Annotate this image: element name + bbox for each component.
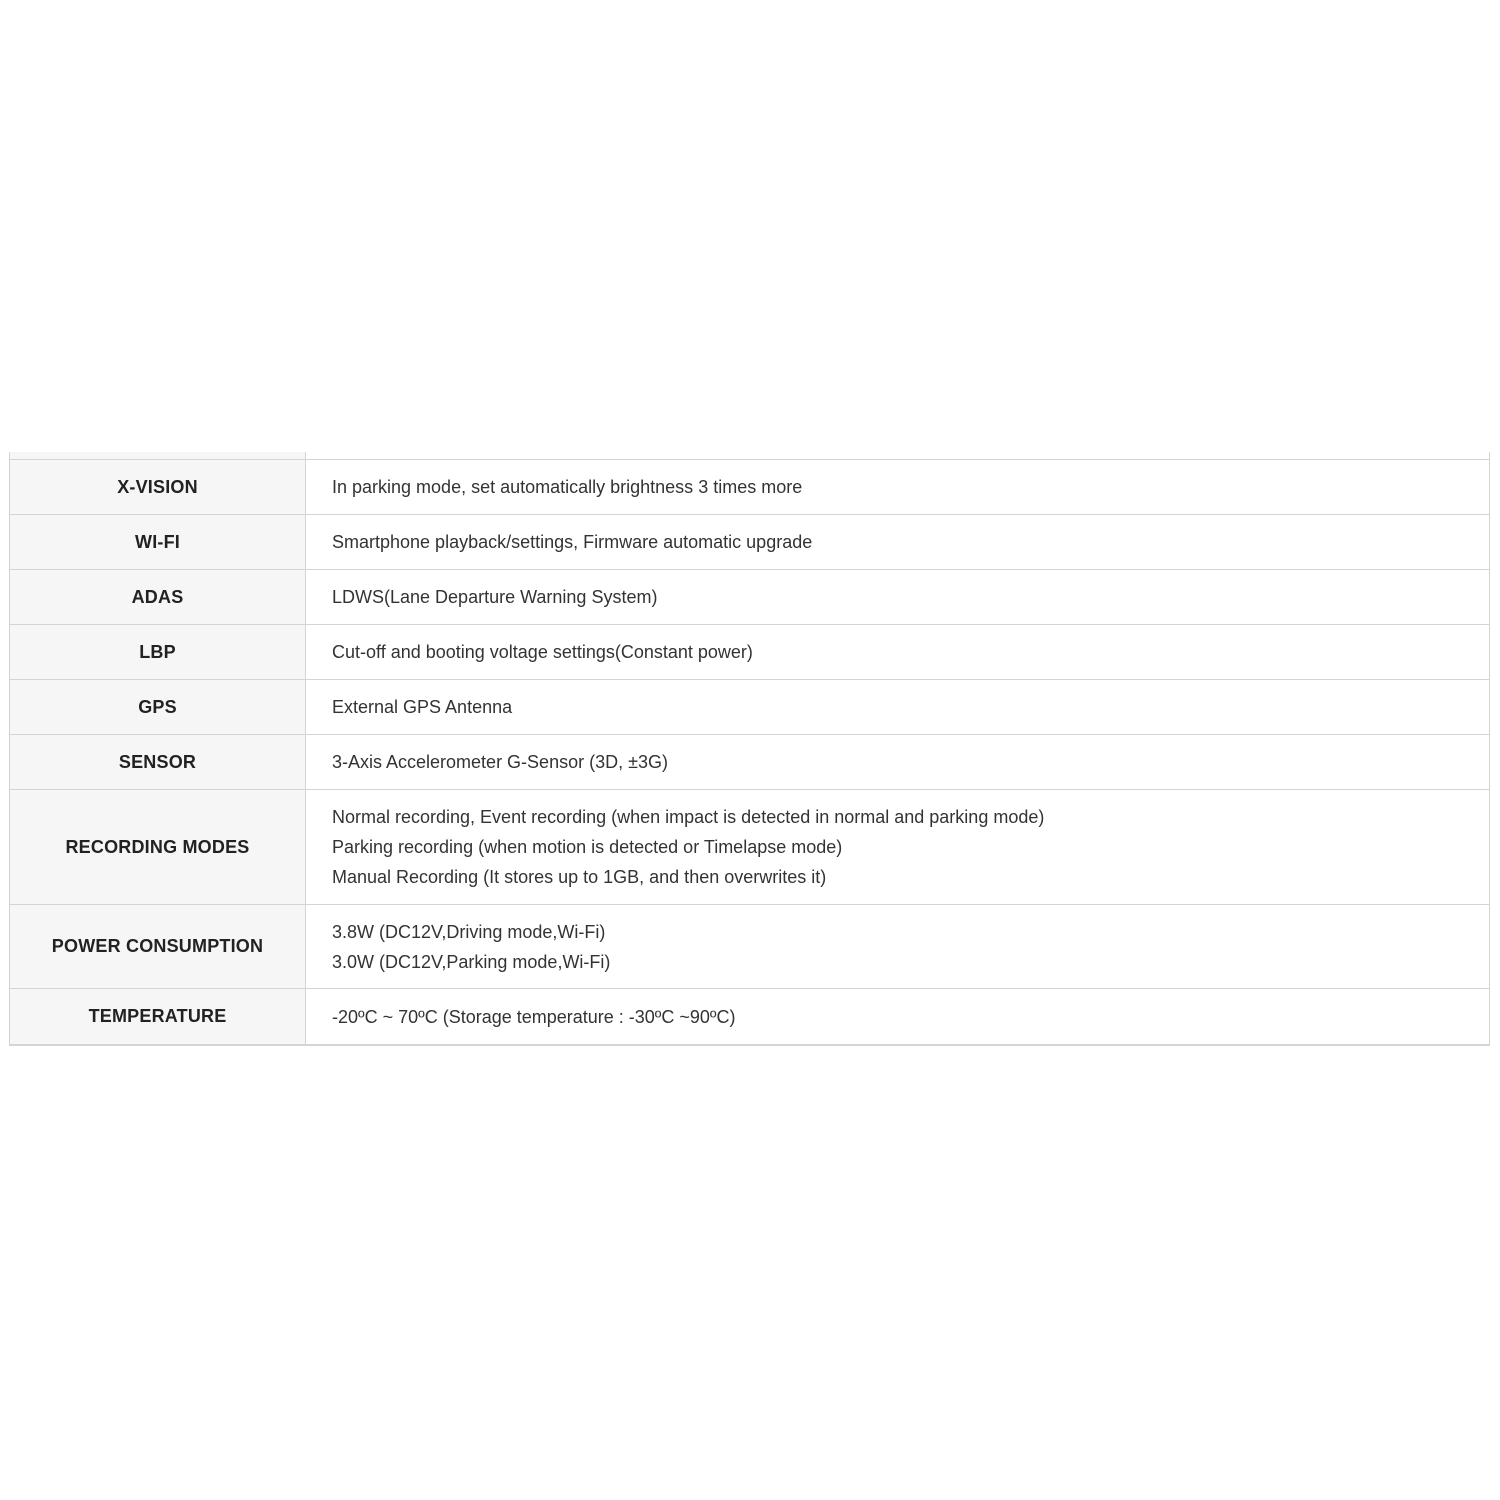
spec-row-x-vision [10,460,1489,515]
spec-value-line: Parking recording (when motion is detected or Timelapse mode) [332,837,843,857]
spec-value-line: In parking mode, set automatically brightness 3 times more [332,477,803,497]
spec-label: POWER CONSUMPTION [10,905,306,988]
spec-row-gps [10,680,1489,735]
spec-row-recording-modes [10,790,1489,905]
spec-row-power-consumption [10,905,1489,989]
table-top-strip-label-cell [10,452,306,459]
spec-row-sensor [10,735,1489,790]
spec-value-line: Normal recording, Event recording (when impact is detected in normal and parking mode) [332,807,1045,827]
spec-table [9,452,1490,1046]
spec-row-adas [10,570,1489,625]
spec-value-line: Cut-off and booting voltage settings(Constant power) [332,642,753,662]
spec-row-lbp [10,625,1489,680]
table-top-strip-value-cell [306,452,1489,459]
spec-value-line: LDWS(Lane Departure Warning System) [332,587,658,607]
spec-value [306,790,1489,904]
spec-label: ADAS [10,570,306,624]
spec-value [306,680,1489,734]
spec-label: RECORDING MODES [10,790,306,904]
spec-value-line: 3-Axis Accelerometer G-Sensor (3D, ±3G) [332,752,668,772]
spec-label: SENSOR [10,735,306,789]
spec-label: GPS [10,680,306,734]
spec-row-temperature [10,989,1489,1044]
spec-value [306,515,1489,569]
spec-label: TEMPERATURE [10,989,306,1044]
spec-value-line: External GPS Antenna [332,697,513,717]
table-top-strip [10,452,1489,460]
spec-value-line: Smartphone playback/settings, Firmware automatic upgrade [332,532,813,552]
spec-label: X-VISION [10,460,306,514]
spec-value-line: Manual Recording (It stores up to 1GB, and then overwrites it) [332,867,827,887]
spec-value-line: 3.0W (DC12V,Parking mode,Wi-Fi) [332,951,611,972]
spec-value [306,989,1489,1044]
spec-value [306,625,1489,679]
spec-value-line: -20ºC ~ 70ºC (Storage temperature : -30ºC ~90ºC) [332,1006,736,1027]
spec-label: LBP [10,625,306,679]
spec-value [306,460,1489,514]
spec-value [306,905,1489,988]
spec-label: WI-FI [10,515,306,569]
spec-value-line: 3.8W (DC12V,Driving mode,Wi-Fi) [332,921,606,942]
spec-value [306,735,1489,789]
spec-value [306,570,1489,624]
spec-row-wi-fi [10,515,1489,570]
